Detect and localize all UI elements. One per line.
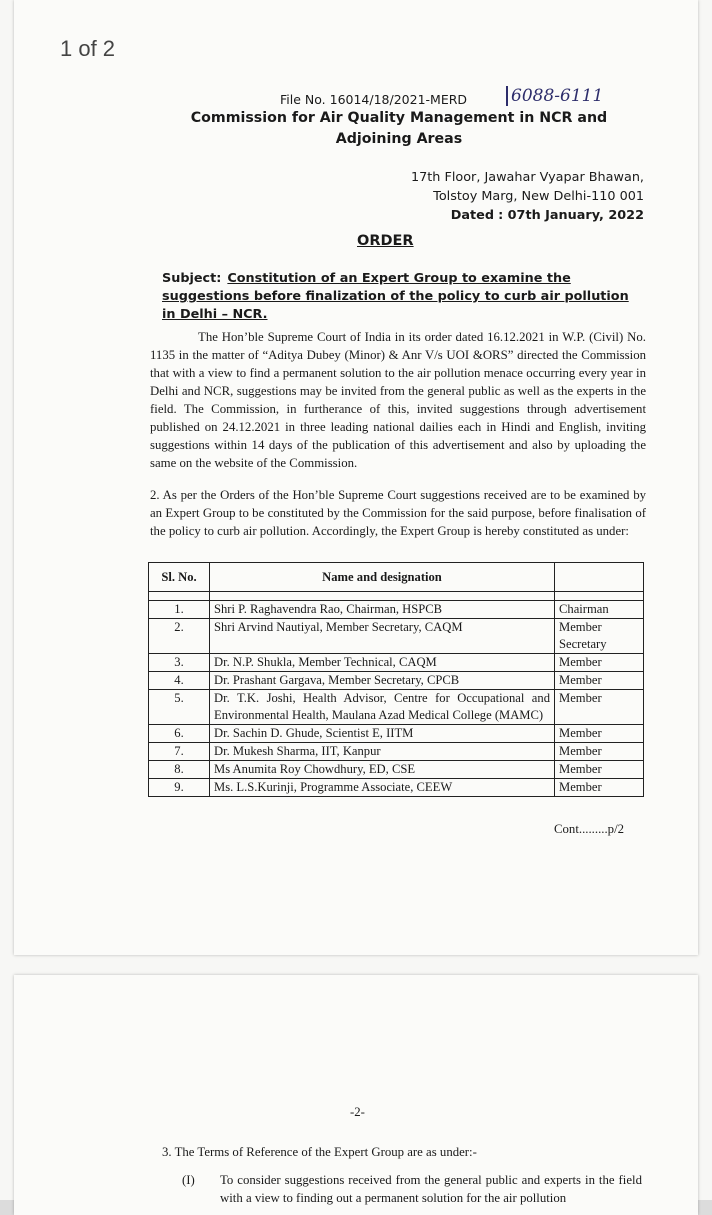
table-row	[149, 672, 644, 690]
address-block	[374, 168, 644, 225]
terms-of-reference-item	[162, 1171, 642, 1207]
row-name: Dr. N.P. Shukla, Member Technical, CAQM	[210, 654, 555, 672]
table-row	[149, 690, 644, 725]
row-name: Ms. L.S.Kurinji, Programme Associate, CEEW	[210, 779, 555, 797]
terms-of-reference-heading: 3. The Terms of Reference of the Expert Group are as under:-	[162, 1145, 477, 1159]
address-line-1: 17th Floor, Jawahar Vyapar Bhawan,	[411, 170, 644, 185]
document-page-2	[14, 975, 698, 1215]
header-role	[555, 563, 644, 592]
document-page-1	[14, 0, 698, 955]
row-role: Member	[555, 654, 644, 672]
row-role: Member	[555, 672, 644, 690]
subject-line	[162, 270, 642, 324]
page-indicator: 1 of 2	[60, 36, 116, 61]
table-row	[149, 725, 644, 743]
paragraph-2: 2. As per the Orders of the Hon’ble Supreme Court suggestions received are to be examined by an Expert Group to be constituted by the Commission for the said purpose, before finalisation of the policy to curb air pollution. Accordingly, the Expert Group is hereby constituted as under:	[150, 488, 646, 538]
row-name: Dr. Prashant Gargava, Member Secretary, CPCB	[210, 672, 555, 690]
order-title: ORDER	[357, 233, 414, 249]
expert-group-table	[148, 562, 644, 797]
subject-text: Constitution of an Expert Group to examine the suggestions before finalization of the policy to curb air pollution in Delhi – NCR.	[162, 271, 629, 322]
row-sl-no: 1.	[149, 601, 210, 619]
table-row	[149, 601, 644, 619]
date-line	[374, 206, 644, 225]
row-sl-no: 9.	[149, 779, 210, 797]
row-role: Member	[555, 690, 644, 725]
continued-marker: Cont.........p/2	[554, 822, 625, 836]
organization-title	[154, 108, 644, 150]
row-sl-no: 2.	[149, 619, 210, 654]
table-row	[149, 654, 644, 672]
row-name: Ms Anumita Roy Chowdhury, ED, CSE	[210, 761, 555, 779]
page-number: -2-	[350, 1105, 365, 1119]
org-title-line-2: Adjoining Areas	[335, 131, 463, 147]
row-role: Member Secretary	[555, 619, 644, 654]
row-name: Shri Arvind Nautiyal, Member Secretary, CAQM	[210, 619, 555, 654]
table-row	[149, 761, 644, 779]
dated-label: Dated	[450, 208, 494, 223]
row-name: Dr. T.K. Joshi, Health Advisor, Centre for Occupational and Environmental Health, Maulana Azad Medical College (MAMC)	[210, 690, 555, 725]
header-sl-no: Sl. No.	[149, 563, 210, 592]
table-row	[149, 743, 644, 761]
row-sl-no: 7.	[149, 743, 210, 761]
table-spacer-row	[149, 592, 644, 601]
paragraph-1: The Hon’ble Supreme Court of India in its order dated 16.12.2021 in W.P. (Civil) No. 1135 in the matter of “Aditya Dubey (Minor) & Anr V/s UOI &ORS” directed the Commission that with a view to find a permanent solution to the air pollution menace occurring every year in Delhi and NCR, suggestions may be invited from the general public as well as the experts in the field. The Commission, in furtherance of this, invited suggestions through advertisement published on 24.12.2021 in three leading national dailies each in Hindi and English, inviting suggestions within 14 days of the publication of this advertisement and also by uploading the same on the website of the Commission.	[150, 330, 646, 470]
row-role: Member	[555, 743, 644, 761]
row-role: Member	[555, 725, 644, 743]
table-row	[149, 619, 644, 654]
row-sl-no: 5.	[149, 690, 210, 725]
row-role: Chairman	[555, 601, 644, 619]
tor-item-text: To consider suggestions received from the general public and experts in the field with a view to finding out a permanent solution for the air pollution	[220, 1173, 642, 1205]
row-sl-no: 6.	[149, 725, 210, 743]
address-line-2: Tolstoy Marg, New Delhi-110 001	[433, 189, 644, 204]
row-role: Member	[555, 761, 644, 779]
org-title-line-1: Commission for Air Quality Management in NCR and	[190, 110, 608, 126]
file-number: File No. 16014/18/2021-MERD	[280, 92, 468, 107]
handwritten-reference: 6088-6111	[506, 86, 603, 106]
row-role: Member	[555, 779, 644, 797]
header-name-designation: Name and designation	[210, 563, 555, 592]
subject-label: Subject:	[162, 271, 222, 286]
row-sl-no: 4.	[149, 672, 210, 690]
table-row	[149, 779, 644, 797]
row-name: Dr. Mukesh Sharma, IIT, Kanpur	[210, 743, 555, 761]
tor-item-number: (I)	[182, 1173, 195, 1187]
row-sl-no: 3.	[149, 654, 210, 672]
row-name: Dr. Sachin D. Ghude, Scientist E, IITM	[210, 725, 555, 743]
row-sl-no: 8.	[149, 761, 210, 779]
table-header-row	[149, 563, 644, 592]
dated-value: : 07th January, 2022	[498, 208, 644, 223]
row-name: Shri P. Raghavendra Rao, Chairman, HSPCB	[210, 601, 555, 619]
